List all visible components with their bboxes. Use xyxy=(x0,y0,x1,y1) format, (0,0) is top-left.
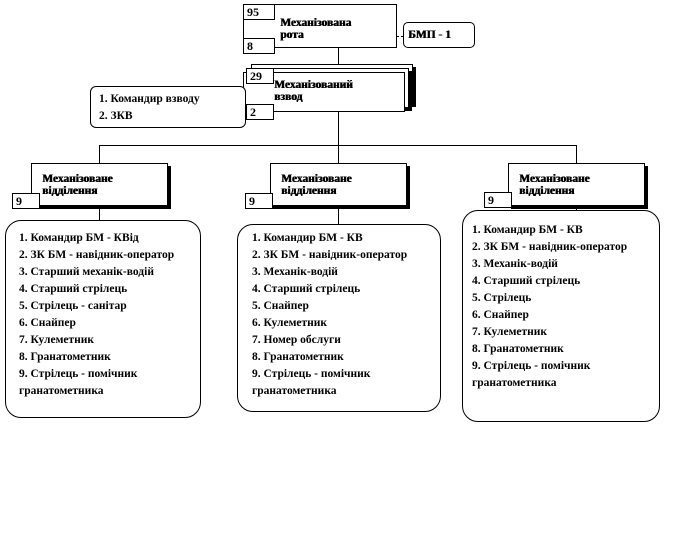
squad-2-title: Механізоване відділення xyxy=(281,173,352,197)
vehicle-label: БМП - 1 xyxy=(408,29,451,41)
squad-1-members xyxy=(19,230,199,400)
squad-member: 4. Старший стрілець xyxy=(19,283,128,295)
squad-member: 5. Стрілець xyxy=(472,292,532,304)
squad-1-number: 9 xyxy=(12,193,40,209)
squad-3-members-box xyxy=(462,210,660,422)
squad-3-title: Механізоване відділення xyxy=(519,173,590,197)
platoon-number-bottom: 2 xyxy=(246,104,274,120)
company-title: Механізована рота xyxy=(280,17,352,41)
squad-member: 4. Старший стрілець xyxy=(252,283,361,295)
squad-member: 6. Снайпер xyxy=(19,317,76,329)
platoon-staff-box xyxy=(90,86,246,128)
squad-member: 9. Стрілець - помічник гранатометника xyxy=(19,368,138,397)
squad-1-box xyxy=(31,163,168,206)
squad-member: 6. Снайпер xyxy=(472,309,529,321)
platoon-staff-item: 1. Командир взводу xyxy=(99,93,200,105)
squad-1-members-box xyxy=(5,220,201,418)
company-number-bottom: 8 xyxy=(243,38,275,54)
platoon-staff-item: 2. ЗКВ xyxy=(99,110,133,122)
squad-member: 5. Снайпер xyxy=(252,300,309,312)
squad-member: 5. Стрілець - санітар xyxy=(19,300,127,312)
squad-1-title: Механізоване відділення xyxy=(42,173,113,197)
squad-member: 2. ЗК БМ - навідник-оператор xyxy=(472,241,628,253)
squad-member: 8. Гранатометник xyxy=(472,343,564,355)
platoon-to-branch-connector xyxy=(338,110,339,145)
squad-member: 1. Командир БМ - КВ xyxy=(472,224,583,236)
squad-member: 1. Командир БМ - КВід xyxy=(19,232,139,244)
platoon-staff-list xyxy=(99,91,200,125)
squad-member: 2. ЗК БМ - навідник-оператор xyxy=(252,249,408,261)
squad-2-list-connector xyxy=(338,206,339,224)
squad-member: 6. Кулеметник xyxy=(252,317,328,329)
branch-drop-squad-3 xyxy=(576,145,577,163)
squad-member: 3. Механік-водій xyxy=(472,258,558,270)
platoon-title: Механізований взвод xyxy=(274,79,353,103)
squad-member: 8. Гранатометник xyxy=(19,351,111,363)
squad-member: 7. Кулеметник xyxy=(472,326,548,338)
squad-2-number: 9 xyxy=(245,193,273,209)
squad-member: 3. Старший механік-водій xyxy=(19,266,154,278)
company-number-top: 95 xyxy=(243,4,275,20)
squad-member: 8. Гранатометник xyxy=(252,351,344,363)
branch-drop-squad-2 xyxy=(338,145,339,163)
squad-2-members-box xyxy=(237,224,441,412)
squad-member: 4. Старший стрілець xyxy=(472,275,581,287)
squad-member: 3. Механік-водій xyxy=(252,266,338,278)
squad-3-members xyxy=(472,222,657,392)
squad-2-members xyxy=(252,230,438,400)
squad-member: 7. Кулеметник xyxy=(19,334,95,346)
squad-3-box xyxy=(508,163,645,206)
platoon-number-top: 29 xyxy=(246,68,274,84)
squad-2-box xyxy=(270,163,407,206)
squad-member: 9. Стрілець - помічник гранатометника xyxy=(472,360,591,389)
squad-member: 9. Стрілець - помічник гранатометника xyxy=(252,368,371,397)
branch-drop-squad-1 xyxy=(99,145,100,163)
squad-member: 1. Командир БМ - КВ xyxy=(252,232,363,244)
vehicle-box xyxy=(403,22,475,48)
squad-member: 7. Номер обслуги xyxy=(252,334,341,346)
squad-1-list-connector xyxy=(99,206,100,220)
squad-3-number: 9 xyxy=(484,192,512,208)
squad-member: 2. ЗК БМ - навідник-оператор xyxy=(19,249,175,261)
